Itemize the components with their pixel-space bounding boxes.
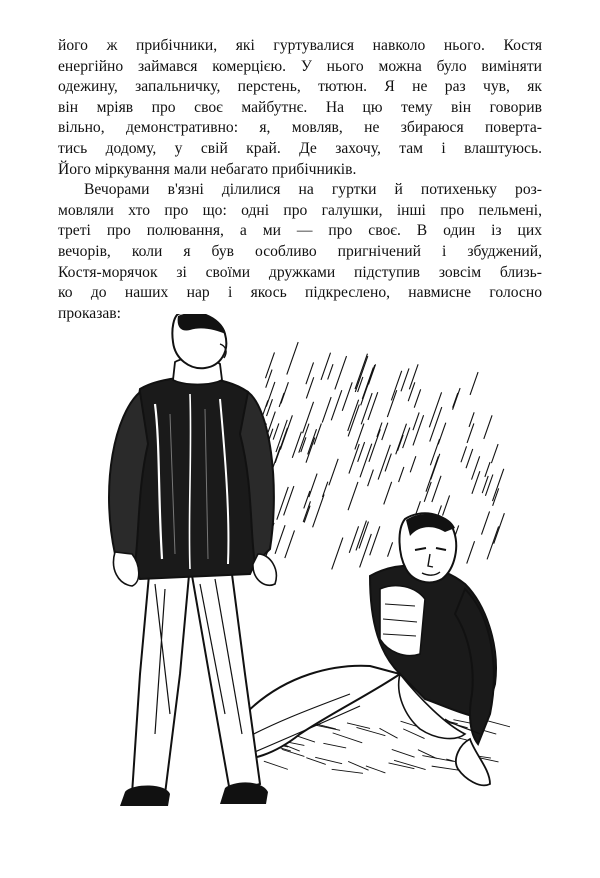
hatch-stroke [431, 454, 440, 480]
floor-stroke [333, 733, 363, 743]
floor-stroke [306, 758, 325, 765]
floor-stroke [348, 761, 368, 770]
hatch-stroke [432, 476, 441, 502]
hatch-stroke [384, 482, 392, 505]
floor-stroke [432, 766, 459, 770]
hatch-stroke [273, 423, 279, 439]
hatch-stroke [430, 407, 442, 441]
hatch-stroke [424, 482, 431, 502]
hatch-stroke [285, 530, 295, 558]
hatch-stroke [399, 467, 404, 482]
hatch-stroke [322, 482, 327, 497]
text-line: ко до наших нар і якось підкреслено, навмисне голосно [58, 284, 542, 302]
floor-stroke [389, 763, 415, 769]
floor-stroke [323, 743, 346, 748]
floor-stroke [282, 749, 305, 756]
paragraph-1 [58, 36, 542, 180]
hatch-stroke [348, 482, 358, 510]
floor-stroke [315, 757, 342, 763]
hatch-stroke [322, 397, 331, 422]
ink-illustration [70, 314, 510, 824]
hatch-stroke [494, 513, 505, 544]
hatch-stroke [484, 415, 492, 439]
background-hatching [245, 342, 504, 569]
hatch-stroke [360, 534, 372, 567]
hatch-stroke [309, 474, 317, 497]
hatch-stroke [413, 412, 419, 430]
hatch-stroke [355, 356, 368, 392]
hatch-stroke [377, 423, 382, 437]
hatch-stroke [430, 439, 439, 465]
floor-stroke [380, 728, 398, 738]
text-line: проказав: [58, 304, 121, 322]
text-line: енергійно займався комерцією. У нього можна було виміняти [58, 57, 542, 75]
hatch-stroke [467, 541, 475, 563]
hatch-stroke [349, 444, 359, 473]
floor-stroke [332, 769, 363, 773]
hatch-stroke [332, 538, 343, 570]
paragraph-2 [58, 180, 542, 324]
hatch-stroke [461, 446, 467, 462]
floor-stroke [418, 750, 437, 759]
text-line: одежину, запальничку, перстень, тютюн. Я не раз чув, як [58, 78, 542, 96]
text-line: він мріяв про своє майбутнє. На цю тему він говорив [58, 98, 542, 116]
text-line: тись додому, у свій край. Де захочу, там і влаштуюсь. [58, 139, 542, 157]
hatch-stroke [356, 521, 366, 551]
hatch-stroke [361, 381, 370, 406]
hatch-stroke [487, 526, 499, 559]
hatch-stroke [284, 486, 294, 515]
hatch-stroke [328, 364, 333, 379]
hatch-stroke [443, 495, 450, 515]
text-line: Костя-морячок зі своїми дружками підступив зовсім близь- [58, 263, 542, 281]
hatch-stroke [413, 415, 424, 445]
hatch-stroke [348, 405, 359, 437]
hatch-stroke [280, 415, 292, 449]
floor-stroke [366, 766, 385, 773]
hatch-stroke [275, 525, 285, 554]
hatch-stroke [391, 371, 401, 401]
hatch-stroke [453, 388, 461, 410]
hatch-stroke [408, 382, 415, 401]
hatch-stroke [470, 372, 478, 395]
text-line: вільно, демонстративно: я, мовляв, не збираюся поверта- [58, 119, 542, 137]
hatch-stroke [303, 402, 314, 433]
hatch-stroke [429, 392, 441, 427]
floor-stroke [392, 749, 415, 757]
hatch-stroke [387, 390, 396, 417]
text-line: його ж прибічники, які гуртувалися навколо нього. Костя [58, 37, 542, 54]
hatch-stroke [292, 432, 301, 458]
hatch-stroke [398, 435, 404, 451]
floor-stroke [347, 723, 370, 729]
seated-man-figure [230, 513, 496, 785]
hatch-stroke [331, 390, 342, 420]
hatch-stroke [401, 368, 409, 391]
text-line: Вечорами в'язні ділилися на гуртки й потихеньку роз- [84, 181, 542, 199]
hatch-stroke [304, 506, 310, 523]
hatch-stroke [306, 438, 315, 463]
hatch-stroke [266, 370, 272, 388]
hatch-stroke [481, 511, 489, 534]
hatch-stroke [355, 354, 367, 389]
hatch-stroke [335, 356, 347, 389]
hatch-stroke [348, 400, 359, 431]
hatch-stroke [303, 501, 310, 522]
floor-stroke [422, 756, 453, 762]
body-text [58, 36, 542, 324]
hatch-stroke [466, 449, 473, 468]
text-line: вечорів, коли я був особливо пригнічений і збуджений, [58, 242, 542, 260]
hatch-stroke [349, 526, 358, 553]
floor-stroke [264, 761, 288, 769]
hatch-stroke [467, 423, 474, 442]
hatch-stroke [287, 342, 298, 375]
hatch-stroke [414, 389, 420, 407]
text-line: мовляли хто про що: одні про галушки, інші про пельмені, [58, 201, 542, 219]
text-line: треті про полювання, а ми — про своє. В один із цих [58, 222, 542, 240]
hatch-stroke [388, 542, 393, 556]
hatch-stroke [382, 423, 388, 440]
hatch-stroke [267, 412, 275, 436]
hatch-stroke [368, 392, 378, 420]
floor-stroke [488, 721, 510, 728]
hatch-stroke [313, 494, 325, 527]
hatch-stroke [485, 462, 490, 477]
hatch-stroke [491, 444, 498, 463]
hatch-stroke [492, 469, 503, 501]
hatch-stroke [329, 459, 338, 485]
hatch-stroke [485, 474, 492, 495]
text-line: Його міркування мали небагато прибічників. [58, 160, 357, 178]
hatch-stroke [410, 456, 416, 472]
hatch-stroke [368, 470, 374, 487]
hatch-stroke [342, 382, 352, 410]
hatch-stroke [277, 487, 288, 520]
hatch-stroke [281, 382, 288, 403]
hatch-stroke [355, 424, 364, 450]
standing-man-figure [109, 314, 276, 806]
hatch-stroke [453, 393, 458, 408]
hatch-stroke [370, 526, 380, 555]
